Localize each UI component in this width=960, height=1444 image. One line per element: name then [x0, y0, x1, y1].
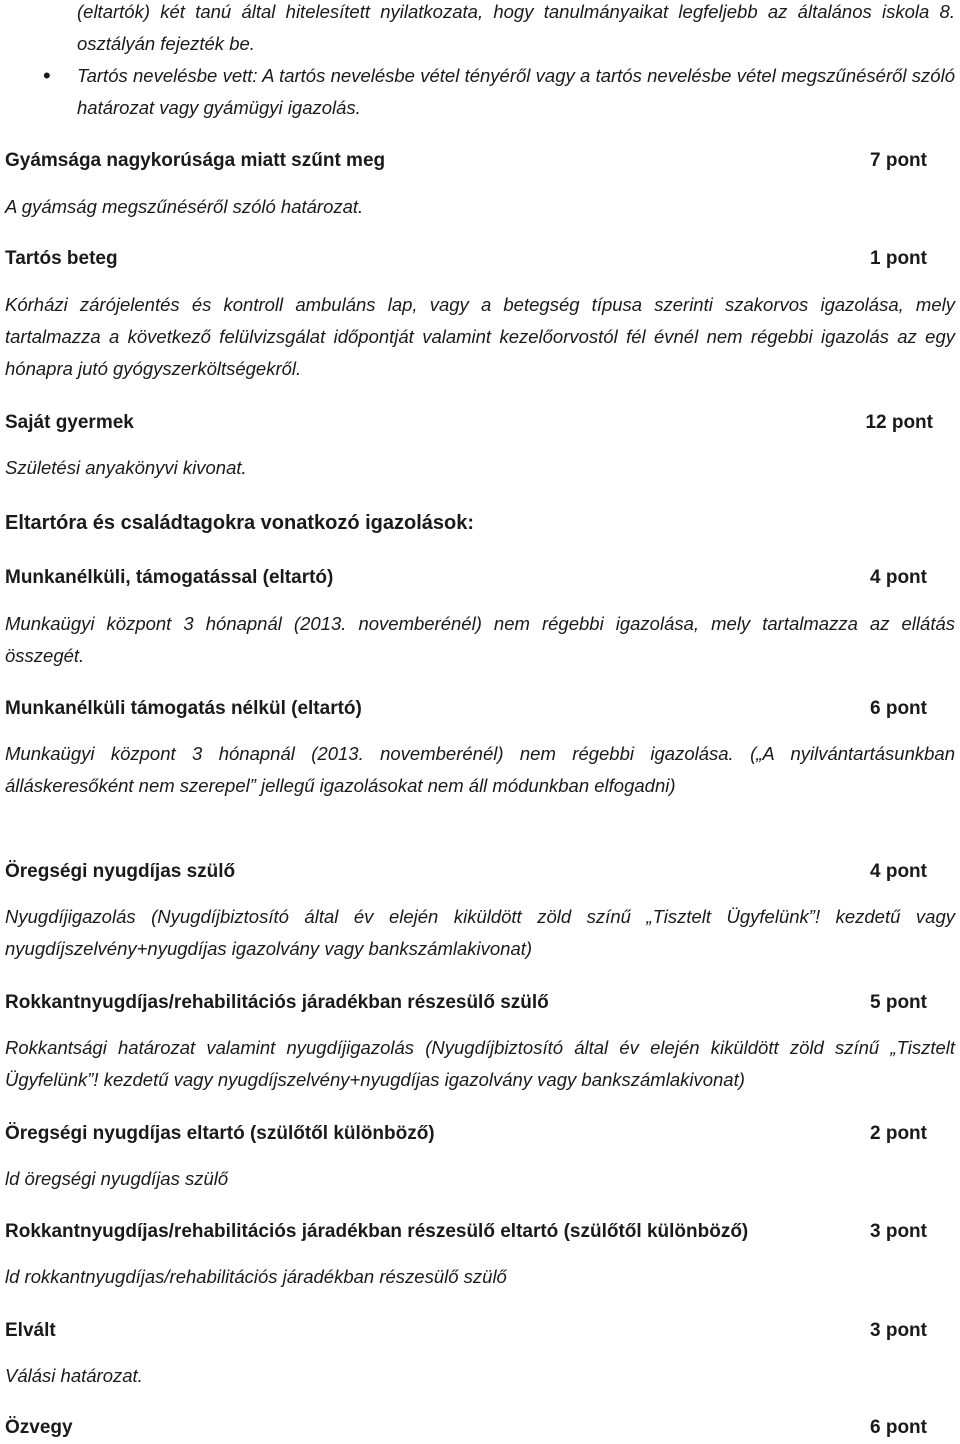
bullet-paragraph-continued: [5, 0, 955, 60]
item-title: Saját gyermek: [5, 412, 134, 433]
item-heading-rokkant-eltarto: [5, 1216, 955, 1248]
item-title: Özvegy: [5, 1417, 73, 1438]
item-points: 2 pont: [870, 1123, 927, 1144]
item-desc-munkanelkuli-tamogatassal: Munkaügyi központ 3 hónapnál (2013. novemberénél) nem régebbi igazolása, mely tartalmazza az ellátás összegét.: [5, 613, 955, 666]
item-desc-elvalt: Válási határozat.: [5, 1365, 143, 1386]
bullet-item-tartos-neveles: [5, 60, 955, 124]
bullet-icon: •: [43, 63, 51, 88]
item-title: Tartós beteg: [5, 248, 118, 269]
item-heading-elvalt: [5, 1315, 955, 1347]
item-points: 1 pont: [870, 248, 927, 269]
item-heading-ozvegy: [5, 1412, 955, 1444]
item-title: Munkanélküli, támogatással (eltartó): [5, 567, 334, 588]
item-heading-munkanelkuli-tamogatas-nelkul: [5, 693, 955, 725]
item-heading-sajat-gyermek: [5, 407, 955, 439]
item-desc-sajat-gyermek: Születési anyakönyvi kivonat.: [5, 457, 247, 478]
item-heading-oregsegi-eltarto: [5, 1118, 955, 1150]
item-title: Gyámsága nagykorúsága miatt szűnt meg: [5, 150, 386, 171]
item-points: 7 pont: [870, 150, 927, 171]
section-title: Eltartóra és családtagokra vonatkozó igazolások:: [5, 512, 475, 534]
item-points: 6 pont: [870, 1417, 927, 1438]
item-title: Öregségi nyugdíjas szülő: [5, 861, 236, 882]
item-heading-rokkant-szulo: [5, 987, 955, 1019]
item-desc-rokkant-szulo: Rokkantsági határozat valamint nyugdíjigazolás (Nyugdíjbiztosító által év elején kiküldött zöld színű „Tisztelt Ügyfelünk”! kezdetű vagy nyugdíjszelvény+nyugdíjas igazolvány vagy bankszámlakivonat): [5, 1037, 955, 1090]
item-points: 3 pont: [870, 1221, 927, 1242]
item-title: Rokkantnyugdíjas/rehabilitációs járadékban részesülő eltartó (szülőtől különböző): [5, 1221, 749, 1242]
item-points: 4 pont: [870, 861, 927, 882]
item-heading-gyamsag: [5, 145, 955, 177]
item-heading-oregsegi-szulo: [5, 856, 955, 888]
paragraph-text: (eltartók) két tanú által hitelesített nyilatkozata, hogy tanulmányaikat legfeljebb az általános iskola 8. osztályán fejezték be.: [77, 1, 955, 54]
item-heading-munkanelkuli-tamogatassal: [5, 562, 955, 594]
item-desc-rokkant-eltarto: ld rokkantnyugdíjas/rehabilitációs járadékban részesülő szülő: [5, 1266, 507, 1287]
item-title: Elvált: [5, 1320, 56, 1341]
item-points: 6 pont: [870, 698, 927, 719]
item-desc-munkanelkuli-tamogatas-nelkul: Munkaügyi központ 3 hónapnál (2013. novemberénél) nem régebbi igazolása. („A nyilvántartásunkban álláskeresőként nem szerepel” jellegű igazolásokat nem áll módunkban elfogadni): [5, 743, 955, 796]
item-points: 4 pont: [870, 567, 927, 588]
item-desc-tartos-beteg: Kórházi zárójelentés és kontroll ambuláns lap, vagy a betegség típusa szerinti szakorvos igazolása, mely tartalmazza a következő felülvizsgálat időpontját valamint kezelőorvostól fél évnél nem régebbi igazolás az egy hónapra jutó gyógyszerköltségekről.: [5, 294, 955, 379]
item-points: 5 pont: [870, 992, 927, 1013]
bullet-text: Tartós nevelésbe vett: A tartós nevelésbe vétel tényéről vagy a tartós nevelésbe vétel megszűnéséről szóló határozat vagy gyámügyi igazolás.: [77, 65, 955, 118]
item-points: 12 pont: [865, 412, 933, 433]
item-title: Öregségi nyugdíjas eltartó (szülőtől különböző): [5, 1123, 435, 1144]
item-title: Munkanélküli támogatás nélkül (eltartó): [5, 698, 362, 719]
item-points: 3 pont: [870, 1320, 927, 1341]
item-desc-oregsegi-eltarto: ld öregségi nyugdíjas szülő: [5, 1168, 229, 1189]
item-heading-tartos-beteg: [5, 243, 955, 275]
item-title: Rokkantnyugdíjas/rehabilitációs járadékban részesülő szülő: [5, 992, 549, 1013]
item-desc-oregsegi-szulo: Nyugdíjigazolás (Nyugdíjbiztosító által év elején kiküldött zöld színű „Tisztelt Ügyfelünk”! kezdetű vagy nyugdíjszelvény+nyugdíjas igazolvány vagy bankszámlakivonat): [5, 906, 955, 959]
item-desc-gyamsag: A gyámság megszűnéséről szóló határozat.: [5, 196, 364, 217]
